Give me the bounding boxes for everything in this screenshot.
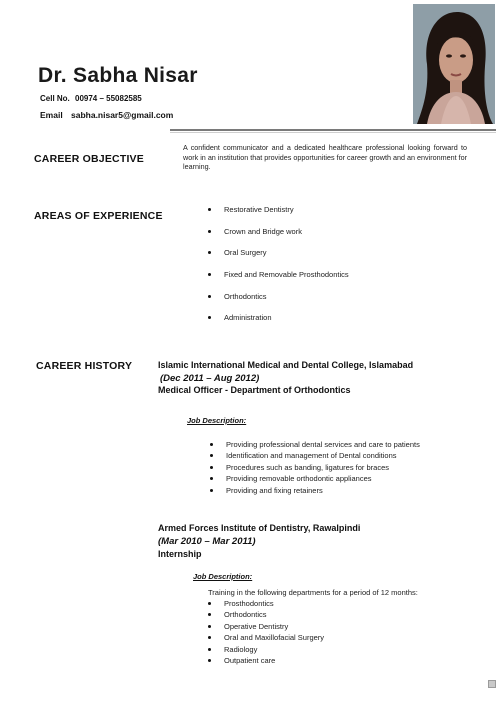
list-item: Providing professional dental services and care to patients [226, 440, 420, 451]
job-2-institution: Armed Forces Institute of Dentistry, Rawalpindi [158, 523, 361, 533]
list-item: Identification and management of Dental conditions [226, 451, 420, 462]
career-objective-heading: CAREER OBJECTIVE [34, 153, 144, 165]
cell-label: Cell No. [40, 94, 70, 103]
job-1-description-label: Job Description: [187, 416, 247, 425]
email [40, 110, 173, 120]
cell-value: 00974 – 55082585 [75, 94, 142, 103]
job-1-duties [226, 440, 420, 497]
list-item: Crown and Bridge work [224, 227, 349, 249]
list-item: Administration [224, 313, 349, 335]
list-item: Orthodontics [224, 292, 349, 314]
profile-photo [413, 4, 495, 124]
list-item: Operative Dentistry [224, 622, 324, 633]
list-item: Providing removable orthodontic appliances [226, 474, 420, 485]
career-history-heading: CAREER HISTORY [36, 360, 133, 372]
list-item: Oral and Maxillofacial Surgery [224, 633, 324, 644]
experience-list [224, 205, 349, 335]
job-2-dates: (Mar 2010 – Mar 2011) [158, 536, 256, 547]
list-item: Outpatient care [224, 656, 324, 667]
list-item: Procedures such as banding, ligatures for braces [226, 463, 420, 474]
career-objective-text: A confident communicator and a dedicated healthcare professional looking forward to work in an institution that provides opportunities for career growth and an environment for learning. [183, 143, 467, 172]
list-item: Restorative Dentistry [224, 205, 349, 227]
profile-photo-portrait [413, 4, 495, 124]
job-1-institution: Islamic International Medical and Dental College, Islamabad [158, 360, 414, 370]
header-divider-shadow [170, 132, 496, 133]
list-item: Fixed and Removable Prosthodontics [224, 270, 349, 292]
job-1-role: Medical Officer - Department of Orthodontics [158, 385, 351, 395]
resize-grip-icon [488, 680, 496, 688]
list-item: Providing and fixing retainers [226, 486, 420, 497]
job-2-intro: Training in the following departments for a period of 12 months: [208, 588, 418, 597]
list-item: Radiology [224, 645, 324, 656]
job-1-dates: (Dec 2011 – Aug 2012) [160, 373, 260, 384]
list-item: Prosthodontics [224, 599, 324, 610]
cell-number [40, 94, 142, 103]
header-divider [170, 129, 496, 131]
email-value: sabha.nisar5@gmail.com [71, 110, 174, 120]
list-item: Oral Surgery [224, 248, 349, 270]
email-label: Email [40, 110, 63, 120]
job-2-departments [224, 599, 324, 667]
areas-of-experience-heading: AREAS OF EXPERIENCE [34, 210, 163, 222]
job-2-role: Internship [158, 549, 202, 559]
job-2-description-label: Job Description: [193, 572, 253, 581]
list-item: Orthodontics [224, 610, 324, 621]
candidate-name: Dr. Sabha Nisar [38, 64, 198, 87]
